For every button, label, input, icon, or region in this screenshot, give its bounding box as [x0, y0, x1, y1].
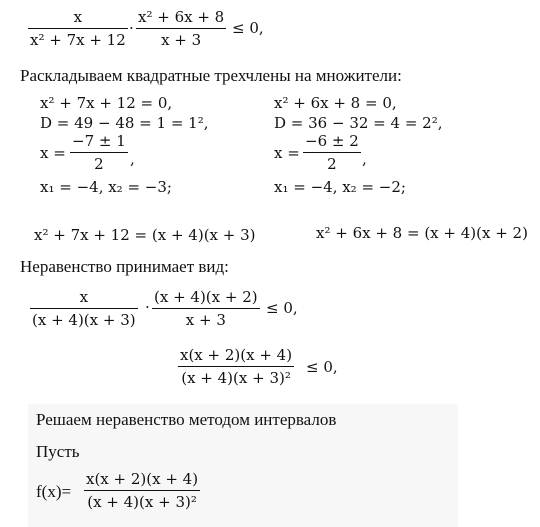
ineq2-fraction2	[152, 288, 260, 329]
fraction-bar	[178, 366, 294, 367]
factorization-left: x² + 7x + 12 = (x + 4)(x + 3)	[34, 226, 256, 244]
right-roots: x₁ = −4, x₂ = −2;	[274, 178, 406, 196]
let-label: Пусть	[36, 442, 80, 461]
interval-heading: Решаем неравенство методом интервалов	[36, 410, 337, 429]
factorization-right: x² + 6x + 8 = (x + 4)(x + 2)	[316, 224, 528, 242]
fx-lhs: f(x)=	[36, 482, 72, 501]
right-x-tail: ,	[362, 150, 367, 168]
left-x-lhs: x =	[40, 144, 66, 162]
fraction-bar	[136, 28, 226, 29]
fx-fraction	[84, 470, 200, 511]
left-x-denominator: 2	[94, 155, 104, 173]
ineq1-fraction1	[28, 8, 128, 49]
right-x-lhs: x =	[274, 144, 300, 162]
ineq3-fraction	[178, 346, 294, 387]
ineq3-denominator: (x + 4)(x + 3)²	[181, 369, 291, 387]
ineq2-f2-denominator: x + 3	[185, 311, 226, 329]
form-heading: Неравенство принимает вид:	[20, 257, 229, 276]
ineq2-fraction1	[30, 288, 138, 329]
fraction-bar	[70, 152, 128, 153]
fx-denominator: (x + 4)(x + 3)²	[87, 493, 197, 511]
left-equation: x² + 7x + 12 = 0,	[40, 94, 173, 112]
ineq1-f2-numerator: x² + 6x + 8	[138, 8, 225, 26]
left-x-fraction	[70, 132, 128, 173]
ineq1-dot: ·	[129, 19, 134, 37]
ineq1-f1-denominator: x² + 7x + 12	[30, 31, 126, 49]
right-equation: x² + 6x + 8 = 0,	[274, 94, 397, 112]
fraction-bar	[303, 152, 361, 153]
fraction-bar	[28, 28, 128, 29]
left-x-numerator: −7 ± 1	[72, 132, 126, 150]
left-x-tail: ,	[130, 150, 135, 168]
fraction-bar	[152, 308, 260, 309]
right-x-fraction	[303, 132, 361, 173]
ineq2-f2-numerator: (x + 4)(x + 2)	[154, 288, 258, 306]
ineq2-f1-numerator: x	[79, 288, 89, 306]
ineq1-fraction2	[136, 8, 226, 49]
ineq1-f1-numerator: x	[73, 8, 83, 26]
ineq2-tail: ≤ 0,	[266, 299, 298, 317]
fraction-bar	[30, 308, 138, 309]
ineq2-f1-denominator: (x + 4)(x + 3)	[32, 311, 136, 329]
factor-heading: Раскладываем квадратные трехчлены на множители:	[20, 66, 402, 85]
ineq3-numerator: x(x + 2)(x + 4)	[180, 346, 293, 364]
left-discriminant: D = 49 − 48 = 1 = 1²,	[40, 114, 209, 132]
ineq1-tail: ≤ 0,	[232, 19, 264, 37]
right-x-denominator: 2	[327, 155, 337, 173]
ineq2-dot: ·	[145, 298, 150, 316]
fx-numerator: x(x + 2)(x + 4)	[86, 470, 199, 488]
right-discriminant: D = 36 − 32 = 4 = 2²,	[274, 114, 443, 132]
ineq3-tail: ≤ 0,	[306, 358, 338, 376]
left-roots: x₁ = −4, x₂ = −3;	[40, 178, 172, 196]
ineq1-f2-denominator: x + 3	[161, 31, 202, 49]
fraction-bar	[84, 490, 200, 491]
right-x-numerator: −6 ± 2	[305, 132, 359, 150]
